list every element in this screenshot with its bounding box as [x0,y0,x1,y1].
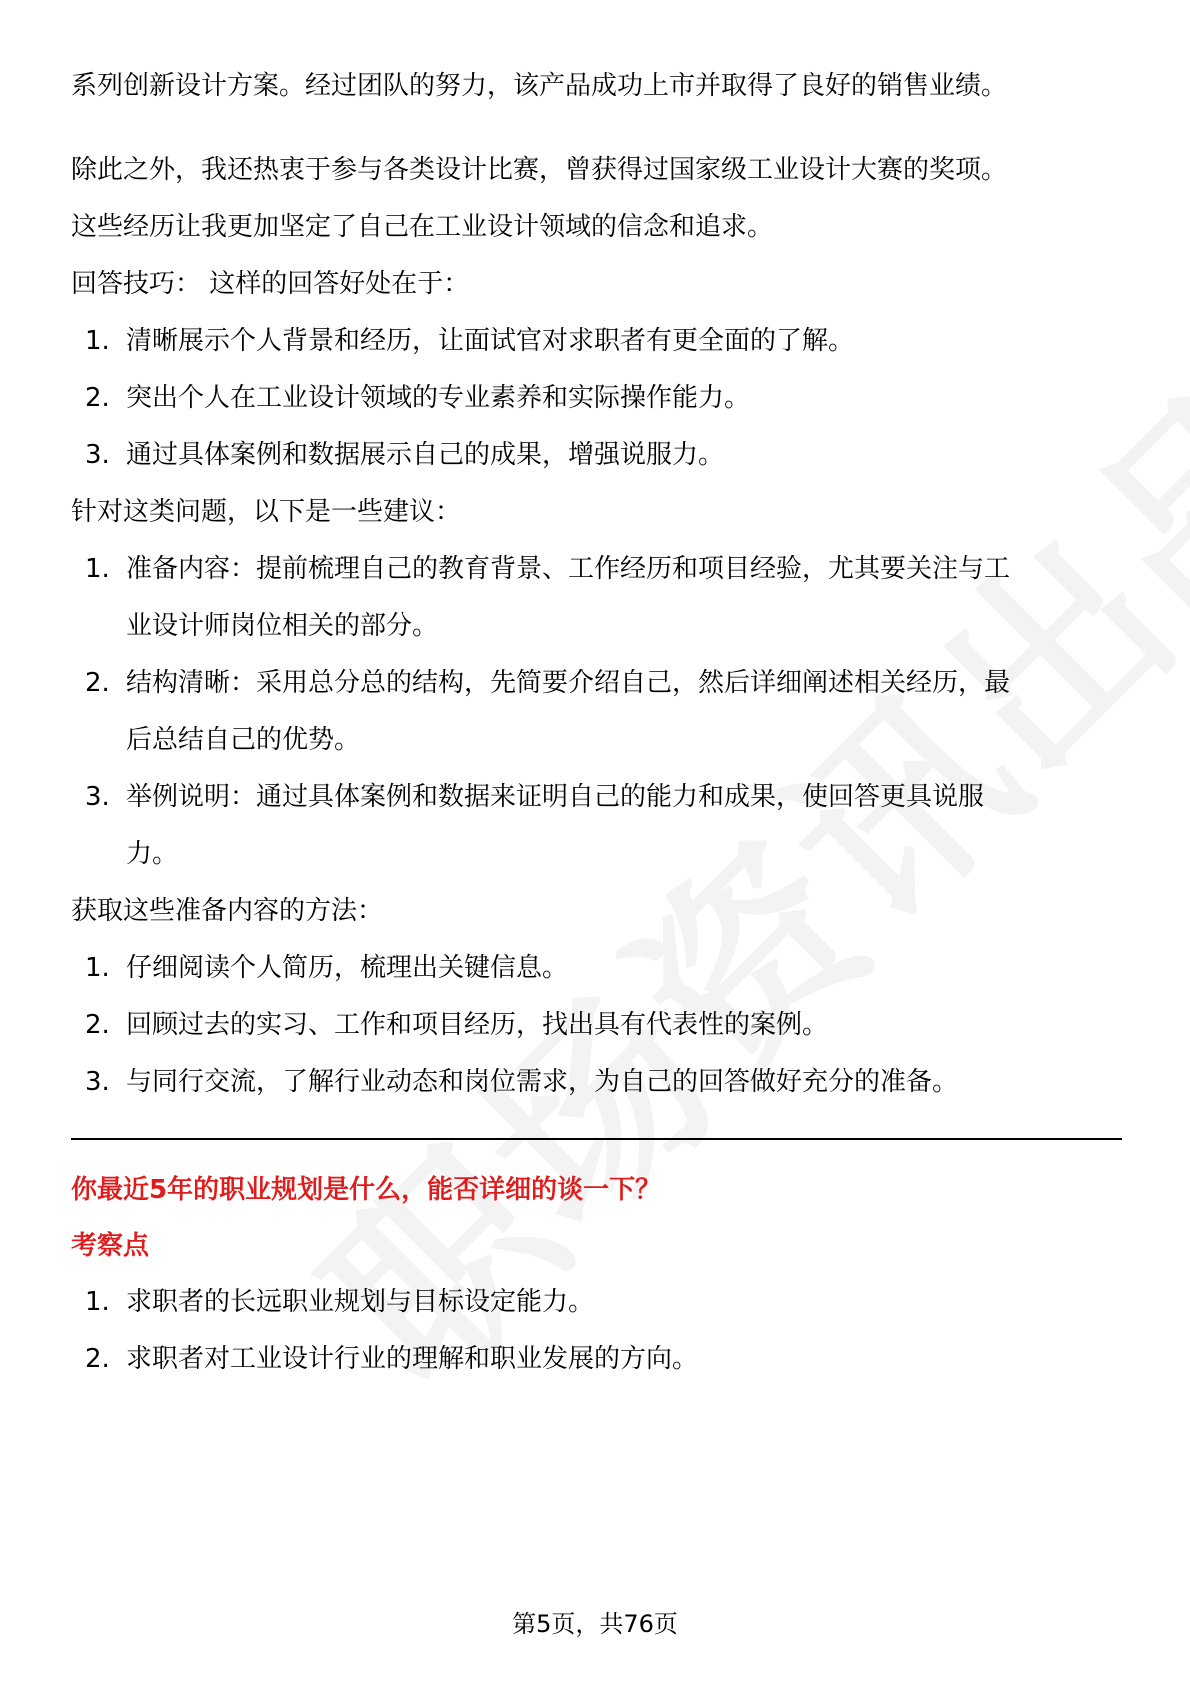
list-item: 3. 举例说明：通过具体案例和数据来证明自己的能力和成果，使回答更具说服 力。 [85,782,985,869]
tips-intro: 回答技巧： 这样的回答好处在于： [71,269,470,299]
list-item: 2. 求职者对工业设计行业的理解和职业发展的方向。 [85,1344,699,1374]
list-item: 2. 回顾过去的实习、工作和项目经历，找出具有代表性的案例。 [85,1010,829,1040]
list-item: 2. 结构清晰：采用总分总的结构，先简要介绍自己，然后详细阐述相关经历，最 后总结自己的优势。 [85,668,1011,755]
question-subtitle: 考察点 [71,1231,150,1261]
list-item: 3. 与同行交流，了解行业动态和岗位需求，为自己的回答做好充分的准备。 [85,1067,959,1097]
advice-list [71,541,1121,883]
tips-list [71,313,1121,484]
list-item: 1. 准备内容：提前梳理自己的教育背景、工作经历和项目经验，尤其要关注与工 业设计师岗位相关的部分。 [85,554,1011,641]
list-item: 3. 通过具体案例和数据展示自己的成果，增强说服力。 [85,440,725,470]
paragraph: 系列创新设计方案。经过团队的努力，该产品成功上市并取得了良好的销售业绩。 [71,71,1008,101]
advice-intro: 针对这类问题，以下是一些建议： [71,497,462,527]
methods-intro: 获取这些准备内容的方法： [71,896,384,926]
methods-list [71,940,1121,1111]
page-footer: 第5页，共76页 [512,1610,678,1638]
list-item: 2. 突出个人在工业设计领域的专业素养和实际操作能力。 [85,383,751,413]
question-title: 你最近5年的职业规划是什么，能否详细的谈一下？ [71,1175,662,1205]
paragraph-line: 除此之外，我还热衷于参与各类设计比赛，曾获得过国家级工业设计大赛的奖项。 [71,155,1008,185]
list-item: 1. 清晰展示个人背景和经历，让面试官对求职者有更全面的了解。 [85,326,855,356]
section-divider [71,1138,1122,1140]
list-item: 1. 求职者的长远职业规划与目标设定能力。 [85,1287,595,1317]
list-item: 1. 仔细阅读个人简历，梳理出关键信息。 [85,953,569,983]
page-content [71,58,1121,1388]
points-list [71,1274,1121,1388]
paragraph-block [71,142,1121,256]
paragraph-line: 这些经历让我更加坚定了自己在工业设计领域的信念和追求。 [71,212,774,242]
